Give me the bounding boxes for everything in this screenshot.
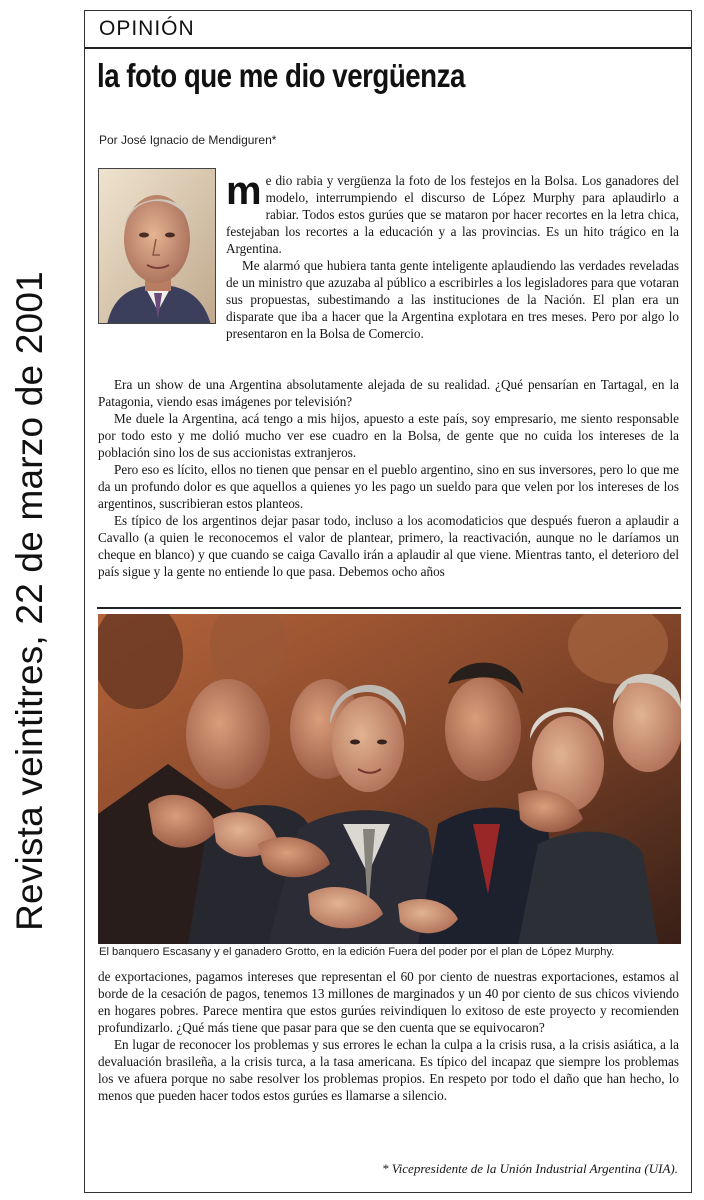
headline: la foto que me dio vergüenza xyxy=(97,57,465,94)
author-footnote: * Vicepresidente de la Unión Industrial Argentina (UIA). xyxy=(381,1161,678,1176)
paragraph-4: Me duele la Argentina, acá tengo a mis hijos, apuesto a este país, soy empresario, me siento responsable por todo esto y me dolió mucho ver ese cuadro en la Bolsa, de gente que no cuida los intereses de la población sino los de sus accionistas extranjeros. xyxy=(98,411,679,460)
photo-top-rule xyxy=(97,607,681,609)
section-header xyxy=(85,11,691,49)
side-caption: Revista veintitres, 22 de marzo de 2001 xyxy=(9,271,50,931)
author-portrait xyxy=(98,168,216,324)
section-label: OPINIÓN xyxy=(99,17,195,40)
paragraph-2: Me alarmó que hubiera tanta gente inteligente aplaudiendo las verdades reveladas de un ministro que azuzaba al público a escribirles a los legisladores para que votaran sus propuestas, subestimando a las instituciones de la Nación. El plan era un disparate que iba a hacer que la Argentina explotara en tres meses. Pero por algo lo presentaron en la Bolsa de Comercio. xyxy=(226,258,679,341)
paragraph-1 xyxy=(226,169,679,257)
news-photo xyxy=(98,614,681,944)
photo-caption: El banquero Escasany y el ganadero Grotto, en la edición Fuera del poder por el plan de López Murphy. xyxy=(99,946,615,958)
article-frame xyxy=(84,10,692,1193)
byline: Por José Ignacio de Mendiguren* xyxy=(99,133,277,147)
article-body-bottom xyxy=(98,968,679,1104)
applauding-crowd-image xyxy=(98,614,681,944)
portrait-image xyxy=(99,169,216,324)
paragraph-7: de exportaciones, pagamos intereses que representan el 60 por ciento de nuestras exportaciones, estamos al borde de la cesación de pagos, tenemos 13 millones de marginados y un 40 por ciento de sus chicos viviendo en hogares pobres. Parece mentira que estos gurúes reivindiquen lo exitoso de este proyecto y recomienden profundizarlo. ¿Qué más tiene que pasar para que se den cuenta que se equivocaron? xyxy=(98,969,679,1035)
paragraph-5: Pero eso es lícito, ellos no tienen que pensar en el pueblo argentino, sino en sus inversores, pero lo que me da un profundo dolor es que aquellos a quienes yo les pago un sueldo para que velen por los intereses de los argentinos, suscribieran estos planteos. xyxy=(98,462,679,511)
paragraph-6: Es típico de los argentinos dejar pasar todo, incluso a los acomodaticios que después fueron a aplaudir a Cavallo (a quien le reconocemos el valor de plantear, primero, la reactivación, aunque no le daríamos un cheque en blanco) y que cuando se caiga Cavallo irán a aplaudir al que viene. Mientras tanto, el deterioro del país sigue y la gente no entiende lo que pasa. Debemos ocho años xyxy=(98,513,679,579)
article-body-middle xyxy=(98,376,679,580)
paragraph-3: Era un show de una Argentina absolutamente alejada de su realidad. ¿Qué pensarían en Tartagal, en la Patagonia, viendo esas imágenes por televisión? xyxy=(98,377,679,409)
paragraph-1-text: e dio rabia y vergüenza la foto de los festejos en la Bolsa. Los ganadores del modelo, interrumpiendo el discurso de López Murphy para aplaudirlo a rabiar. Todos estos gurúes que se mataron por hacer recortes en la letra chica, festejaban los recortes a la educación y a las provincias. Es un hito trágico en la Argentina. xyxy=(226,173,679,256)
drop-cap: m xyxy=(226,169,262,213)
article-body-top xyxy=(226,169,679,342)
paragraph-8: En lugar de reconocer los problemas y sus errores le echan la culpa a la crisis rusa, a la crisis asiática, a la devaluación brasileña, a la crisis turca, a la tasa americana. Es típico del incapaz que siempre los problemas los ve afuera porque no sabe resolver los problemas propios. En respeto por todo el daño que han hecho, lo menos que pueden hacer todos estos gurúes es llamarse a silencio. xyxy=(98,1037,679,1103)
